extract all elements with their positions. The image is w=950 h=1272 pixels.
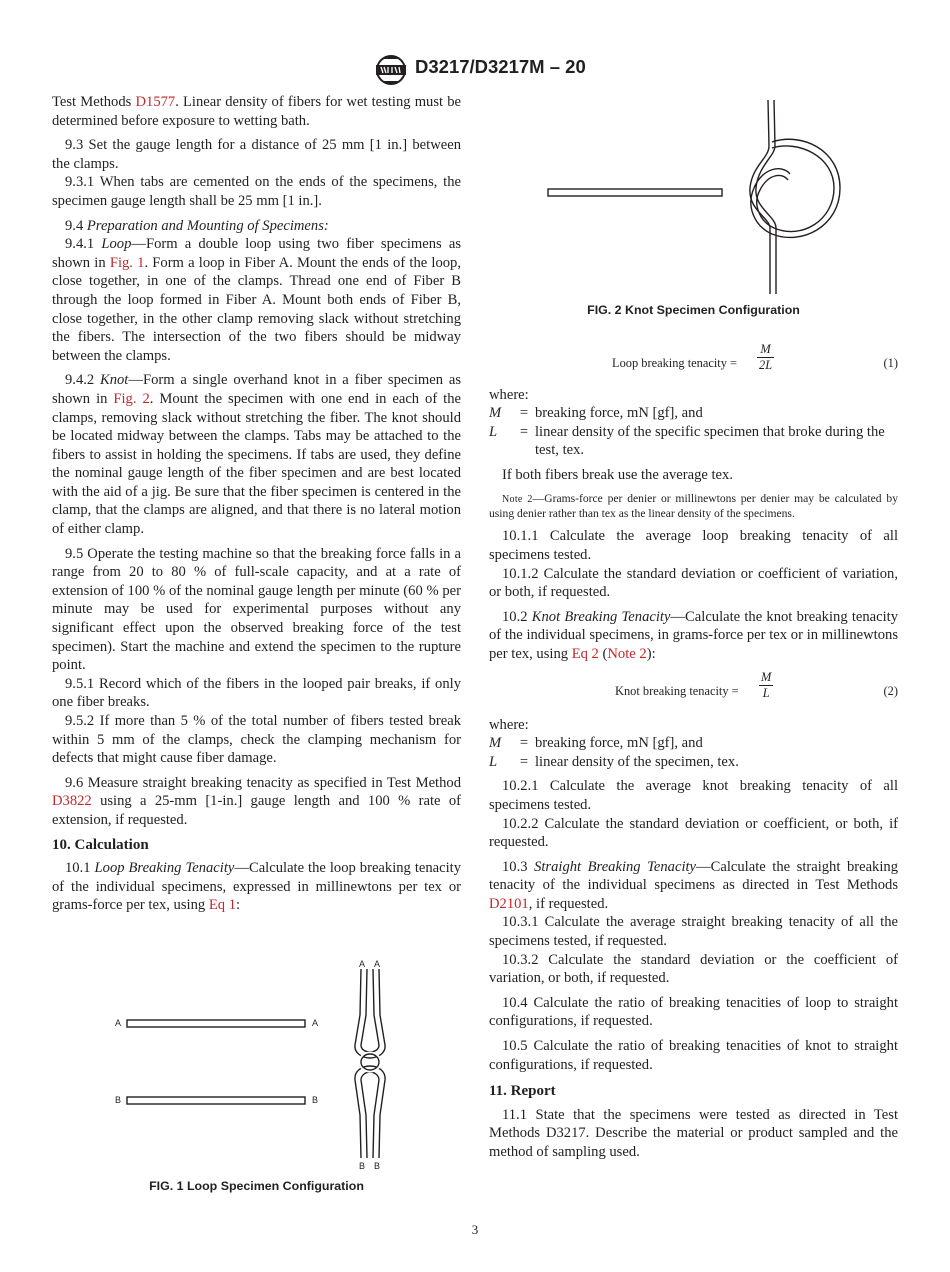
page-number: 3 [471, 1222, 479, 1237]
definition-l-1: L = linear density of the specific specimen that broke during the test, tex. [489, 423, 885, 459]
equation-1-number: (1) [883, 355, 898, 370]
equation-2-lhs: Knot breaking tenacity = [615, 683, 739, 698]
document-id: D3217/D3217M – 20 [415, 56, 586, 77]
paragraph-9-3: 9.3 Set the gauge length for a distance of 25 mm [1 in.] between the clamps. [52, 137, 461, 172]
left-column [52, 93, 461, 915]
label-a-top-2: A [374, 959, 381, 969]
paragraph-10-3-1: 10.3.1 Calculate the average straight breaking tenacity of all the specimens tested, if requested. [489, 914, 898, 950]
equation-2-number: (2) [883, 683, 898, 698]
label-a-left: A [115, 1018, 122, 1028]
link-d3822[interactable]: D3822 [52, 793, 92, 810]
paragraph-linear-density: Test Methods D1577. Linear density of fibers for wet testing must be determined before exposure to wetting bath. [52, 94, 461, 129]
label-a-right: A [312, 1018, 319, 1028]
paragraph-10-2: 10.2 Knot Breaking Tenacity—Calculate the knot breaking tenacity of the individual specimens, in grams-force per tex or in millinewtons per tex, using Eq 2 (Note 2): [489, 608, 899, 662]
paragraph-9-6: 9.6 Measure straight breaking tenacity as specified in Test Method D3822 using a 25-mm [1-in.] gauge length and 100 % rate of extension, if requested. [52, 774, 461, 828]
label-b-right: B [312, 1095, 319, 1105]
fiber-b-straight [127, 1097, 305, 1104]
equation-1 [489, 342, 898, 380]
right-column [489, 93, 898, 1162]
label-b-left: B [115, 1095, 122, 1105]
link-d2101[interactable]: D2101 [489, 895, 529, 912]
paragraph-10-2-2: 10.2.2 Calculate the standard deviation or coefficient, or both, if requested. [489, 815, 898, 851]
label-a-top-1: A [359, 959, 366, 969]
paragraph-9-5-2: 9.5.2 If more than 5 % of the total number of fibers tested break within 5 mm of the clamps, check the clamping mechanism for defects that might cause fiber damage. [52, 713, 461, 767]
note-2: Note 2—Grams-force per denier or millinewtons per denier may be calculated by using denier rather than tex as the linear density of the specimens. [489, 491, 898, 520]
paragraph-10-3-2: 10.3.2 Calculate the standard deviation or the coefficient of variation, or both, if requested. [489, 951, 898, 987]
section-heading-report: 11. Report [489, 1083, 556, 1100]
paragraph-both-fibers: If both fibers break use the average tex. [502, 466, 733, 483]
fiber-a-straight [127, 1020, 305, 1027]
paragraph-10-2-1: 10.2.1 Calculate the average knot breaking tenacity of all specimens tested. [489, 778, 898, 813]
where-2: where: [489, 716, 529, 733]
paragraph-9-4-2: 9.4.2 Knot—Form a single overhand knot in a fiber specimen as shown in Fig. 2. Mount the specimen with one end in each of the clamps, removing slack without stretching the fiber. The knot should be located midway between the clamps. Tabs may be attached to the fibers to assist in holding the specimens. If tabs are used, they define the nominal gauge length of the fiber specimen and are best located with the aid of a jig. Be sure that the fiber specimen is centered in the clamp, that the clamps are aligned, and that there is no lateral motion of either clamp. [52, 372, 462, 538]
equation-2 [489, 670, 898, 708]
link-fig-2[interactable]: Fig. 2 [113, 390, 150, 407]
paragraph-10-4: 10.4 Calculate the ratio of breaking tenacities of loop to straight configurations, if requested. [489, 994, 898, 1030]
section-heading-calculation: 10. Calculation [52, 836, 149, 853]
label-b-bottom-1: B [359, 1161, 366, 1171]
figure-2-caption: FIG. 2 Knot Specimen Configuration [587, 303, 800, 317]
link-fig-1[interactable]: Fig. 1 [109, 254, 145, 271]
page-header [0, 54, 950, 88]
link-eq-1[interactable]: Eq 1 [208, 897, 236, 914]
paragraph-10-1-1: 10.1.1 Calculate the average loop breaking tenacity of all specimens tested. [489, 528, 898, 563]
paragraph-11-1: 11.1 State that the specimens were tested as directed in Test Methods D3217. Describe the material or product sampled and the method of sampling used. [489, 1106, 898, 1160]
link-d1577[interactable]: D1577 [135, 94, 176, 110]
looped-fibers [355, 969, 385, 1158]
figure-1-caption: FIG. 1 Loop Specimen Configuration [149, 1179, 364, 1193]
link-eq-2[interactable]: Eq 2 [571, 645, 599, 662]
definition-m-1: M = breaking force, mN [gf], and [489, 405, 703, 422]
figure-1-loop-diagram [110, 955, 410, 1175]
paragraph-9-4-1: 9.4.1 Loop—Form a double loop using two fiber specimens as shown in Fig. 1. Form a loop in Fiber A. Mount the ends of the loop, close together, in one of the clamps. Thread one end of Fiber B through the loop formed in Fiber A. Mount both ends of Fiber B, close together, in the other clamp removing slack without stretching the fibers. The intersection of the two fibers should be midway between the clamps. [52, 236, 462, 364]
paragraph-10-3: 10.3 Straight Breaking Tenacity—Calculate the straight breaking tenacity of the individual specimens as directed in Test Methods D2101, if requested. [489, 858, 898, 912]
definition-m-2: M = breaking force, mN [gf], and [489, 735, 703, 752]
paragraph-9-3-1: 9.3.1 When tabs are cemented on the ends of the specimens, the specimen gauge length shall be 25 mm [1 in.]. [52, 174, 461, 209]
where-1: where: [489, 386, 529, 403]
link-note-2[interactable]: Note 2 [607, 645, 647, 662]
label-b-bottom-2: B [374, 1161, 381, 1171]
equation-1-lhs: Loop breaking tenacity = [612, 355, 738, 370]
definition-l-2: L = linear density of the specimen, tex. [489, 753, 739, 770]
equation-2-fraction: $\frac{M}{L}$ [761, 669, 772, 700]
paragraph-9-5-1: 9.5.1 Record which of the fibers in the looped pair breaks, if only one fiber breaks. [52, 675, 461, 711]
equation-1-fraction: $\frac{M}{2L}$ [759, 341, 773, 372]
paragraph-10-5: 10.5 Calculate the ratio of breaking tenacities of knot to straight configurations, if requested. [489, 1038, 898, 1073]
paragraph-10-1: 10.1 Loop Breaking Tenacity—Calculate the loop breaking tenacity of the individual specimens, expressed in millinewtons per tex or grams-force per tex, using Eq 1: [52, 860, 462, 914]
paragraph-9-4: 9.4 Preparation and Mounting of Specimens: [65, 217, 329, 234]
astm-logo-icon [373, 54, 409, 86]
paragraph-9-5: 9.5 Operate the testing machine so that the breaking force falls in a range from 20 to 80 % of full-scale capacity, and at a rate of extension of 100 % of the nominal gauge length per minute (60 % per minute may be used for experimental purposes without any significant effect upon the observed breaking force of the test specimen). Start the machine and extend the specimen to the rupture point. [52, 545, 461, 674]
paragraph-10-1-2: 10.1.2 Calculate the standard deviation or coefficient of variation, or both, if requested. [489, 565, 898, 601]
